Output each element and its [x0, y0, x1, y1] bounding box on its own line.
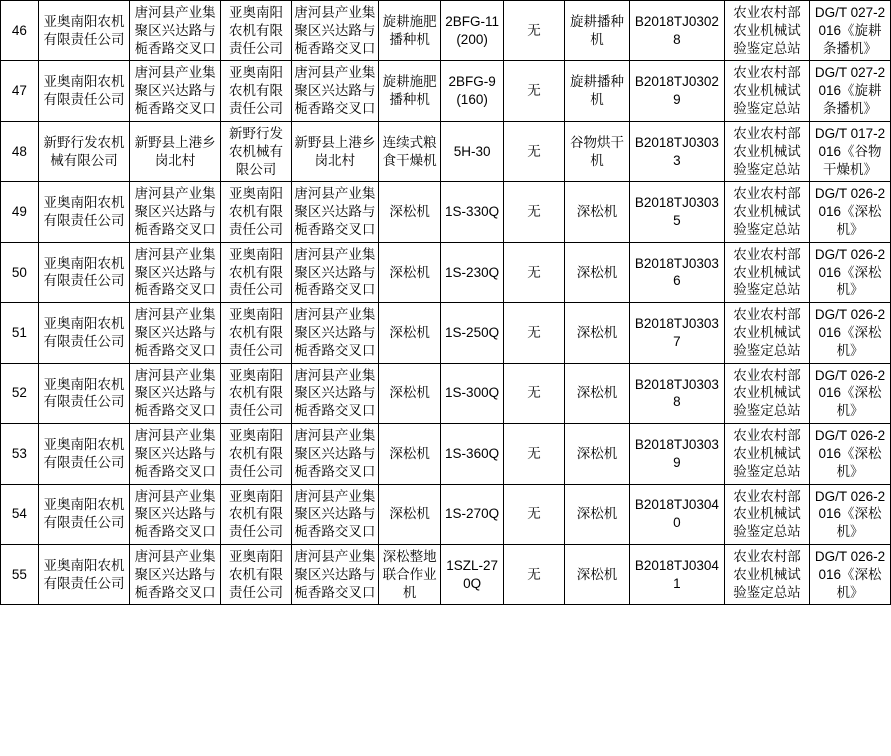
cell-extension: 无: [503, 61, 564, 121]
cell-category: 旋耕播种机: [565, 1, 630, 61]
cell-standard: DG/T 026-2016《深松机》: [810, 424, 891, 484]
cell-institution: 农业农村部农业机械试验鉴定总站: [725, 1, 810, 61]
table-row: [1, 61, 891, 121]
cell-index: 51: [1, 303, 39, 363]
cell-manufacturer-address: 唐河县产业集聚区兴达路与栀香路交叉口: [291, 544, 378, 604]
cell-model: 1S-360Q: [441, 424, 503, 484]
cell-standard: DG/T 026-2016《深松机》: [810, 363, 891, 423]
cell-product-name: 旋耕施肥播种机: [378, 1, 440, 61]
cell-manufacturer: 亚奥南阳农机有限责任公司: [221, 242, 292, 302]
cell-standard: DG/T 026-2016《深松机》: [810, 242, 891, 302]
cell-code: B2018TJ03041: [629, 544, 724, 604]
cell-applicant-address: 唐河县产业集聚区兴达路与栀香路交叉口: [130, 182, 221, 242]
cell-index: 50: [1, 242, 39, 302]
cell-code: B2018TJ03035: [629, 182, 724, 242]
cell-category: 深松机: [565, 484, 630, 544]
cell-index: 52: [1, 363, 39, 423]
cell-manufacturer: 新野行发农机械有限公司: [221, 121, 292, 181]
cell-extension: 无: [503, 1, 564, 61]
cell-manufacturer: 亚奥南阳农机有限责任公司: [221, 182, 292, 242]
cell-applicant: 亚奥南阳农机有限责任公司: [38, 363, 129, 423]
cell-institution: 农业农村部农业机械试验鉴定总站: [725, 242, 810, 302]
cell-applicant-address: 唐河县产业集聚区兴达路与栀香路交叉口: [130, 303, 221, 363]
cell-index: 54: [1, 484, 39, 544]
cell-product-name: 深松整地联合作业机: [378, 544, 440, 604]
cell-institution: 农业农村部农业机械试验鉴定总站: [725, 424, 810, 484]
cell-extension: 无: [503, 424, 564, 484]
cell-model: 1S-250Q: [441, 303, 503, 363]
cell-extension: 无: [503, 544, 564, 604]
cell-code: B2018TJ03028: [629, 1, 724, 61]
table-row: [1, 544, 891, 604]
cell-manufacturer-address: 新野县上港乡岗北村: [291, 121, 378, 181]
cell-product-name: 深松机: [378, 182, 440, 242]
cell-index: 48: [1, 121, 39, 181]
cell-product-name: 深松机: [378, 484, 440, 544]
cell-product-name: 深松机: [378, 424, 440, 484]
cell-category: 谷物烘干机: [565, 121, 630, 181]
cell-category: 深松机: [565, 182, 630, 242]
cell-index: 55: [1, 544, 39, 604]
table-body: [1, 1, 891, 605]
cell-applicant-address: 唐河县产业集聚区兴达路与栀香路交叉口: [130, 424, 221, 484]
cell-standard: DG/T 017-2016《谷物干燥机》: [810, 121, 891, 181]
cell-manufacturer: 亚奥南阳农机有限责任公司: [221, 363, 292, 423]
table-row: [1, 484, 891, 544]
cell-extension: 无: [503, 182, 564, 242]
cell-extension: 无: [503, 303, 564, 363]
cell-manufacturer: 亚奥南阳农机有限责任公司: [221, 61, 292, 121]
cell-applicant: 新野行发农机械有限公司: [38, 121, 129, 181]
cell-institution: 农业农村部农业机械试验鉴定总站: [725, 61, 810, 121]
cell-institution: 农业农村部农业机械试验鉴定总站: [725, 484, 810, 544]
table-row: [1, 363, 891, 423]
cell-model: 1S-300Q: [441, 363, 503, 423]
cell-applicant-address: 新野县上港乡岗北村: [130, 121, 221, 181]
cell-product-name: 深松机: [378, 303, 440, 363]
cell-model: 1S-270Q: [441, 484, 503, 544]
cell-category: 深松机: [565, 544, 630, 604]
cell-index: 46: [1, 1, 39, 61]
cell-category: 深松机: [565, 242, 630, 302]
cell-index: 49: [1, 182, 39, 242]
cell-model: 5H-30: [441, 121, 503, 181]
cell-category: 深松机: [565, 363, 630, 423]
cell-extension: 无: [503, 121, 564, 181]
cell-applicant-address: 唐河县产业集聚区兴达路与栀香路交叉口: [130, 484, 221, 544]
cell-manufacturer: 亚奥南阳农机有限责任公司: [221, 544, 292, 604]
cell-extension: 无: [503, 363, 564, 423]
cell-manufacturer: 亚奥南阳农机有限责任公司: [221, 1, 292, 61]
cell-code: B2018TJ03036: [629, 242, 724, 302]
cell-applicant-address: 唐河县产业集聚区兴达路与栀香路交叉口: [130, 1, 221, 61]
cell-manufacturer: 亚奥南阳农机有限责任公司: [221, 484, 292, 544]
cell-institution: 农业农村部农业机械试验鉴定总站: [725, 544, 810, 604]
table-row: [1, 1, 891, 61]
cell-code: B2018TJ03037: [629, 303, 724, 363]
cell-product-name: 连续式粮食干燥机: [378, 121, 440, 181]
cell-applicant-address: 唐河县产业集聚区兴达路与栀香路交叉口: [130, 242, 221, 302]
table-row: [1, 182, 891, 242]
cell-applicant: 亚奥南阳农机有限责任公司: [38, 242, 129, 302]
cell-manufacturer-address: 唐河县产业集聚区兴达路与栀香路交叉口: [291, 424, 378, 484]
cell-standard: DG/T 026-2016《深松机》: [810, 544, 891, 604]
cell-manufacturer-address: 唐河县产业集聚区兴达路与栀香路交叉口: [291, 242, 378, 302]
cell-applicant-address: 唐河县产业集聚区兴达路与栀香路交叉口: [130, 363, 221, 423]
cell-category: 深松机: [565, 303, 630, 363]
cell-category: 深松机: [565, 424, 630, 484]
cell-model: 1SZL-270Q: [441, 544, 503, 604]
cell-manufacturer: 亚奥南阳农机有限责任公司: [221, 424, 292, 484]
cell-code: B2018TJ03029: [629, 61, 724, 121]
cell-model: 2BFG-9(160): [441, 61, 503, 121]
cell-category: 旋耕播种机: [565, 61, 630, 121]
cell-index: 53: [1, 424, 39, 484]
cell-manufacturer-address: 唐河县产业集聚区兴达路与栀香路交叉口: [291, 484, 378, 544]
cell-index: 47: [1, 61, 39, 121]
cell-code: B2018TJ03033: [629, 121, 724, 181]
cell-manufacturer-address: 唐河县产业集聚区兴达路与栀香路交叉口: [291, 303, 378, 363]
cell-applicant: 亚奥南阳农机有限责任公司: [38, 61, 129, 121]
cell-standard: DG/T 026-2016《深松机》: [810, 303, 891, 363]
table-row: [1, 121, 891, 181]
table-row: [1, 242, 891, 302]
cell-applicant: 亚奥南阳农机有限责任公司: [38, 424, 129, 484]
cell-product-name: 旋耕施肥播种机: [378, 61, 440, 121]
cell-standard: DG/T 026-2016《深松机》: [810, 182, 891, 242]
cell-applicant: 亚奥南阳农机有限责任公司: [38, 182, 129, 242]
cell-applicant-address: 唐河县产业集聚区兴达路与栀香路交叉口: [130, 544, 221, 604]
cell-model: 1S-330Q: [441, 182, 503, 242]
cell-applicant: 亚奥南阳农机有限责任公司: [38, 303, 129, 363]
cell-applicant: 亚奥南阳农机有限责任公司: [38, 1, 129, 61]
cell-manufacturer-address: 唐河县产业集聚区兴达路与栀香路交叉口: [291, 1, 378, 61]
table-row: [1, 424, 891, 484]
cell-institution: 农业农村部农业机械试验鉴定总站: [725, 303, 810, 363]
cell-manufacturer: 亚奥南阳农机有限责任公司: [221, 303, 292, 363]
cell-manufacturer-address: 唐河县产业集聚区兴达路与栀香路交叉口: [291, 61, 378, 121]
cell-code: B2018TJ03039: [629, 424, 724, 484]
cell-manufacturer-address: 唐河县产业集聚区兴达路与栀香路交叉口: [291, 182, 378, 242]
cell-applicant-address: 唐河县产业集聚区兴达路与栀香路交叉口: [130, 61, 221, 121]
cell-model: 1S-230Q: [441, 242, 503, 302]
cell-institution: 农业农村部农业机械试验鉴定总站: [725, 121, 810, 181]
cell-standard: DG/T 026-2016《深松机》: [810, 484, 891, 544]
cell-manufacturer-address: 唐河县产业集聚区兴达路与栀香路交叉口: [291, 363, 378, 423]
cell-standard: DG/T 027-2016《旋耕条播机》: [810, 1, 891, 61]
cell-extension: 无: [503, 484, 564, 544]
cell-extension: 无: [503, 242, 564, 302]
cell-code: B2018TJ03040: [629, 484, 724, 544]
cell-model: 2BFG-11(200): [441, 1, 503, 61]
cell-applicant: 亚奥南阳农机有限责任公司: [38, 544, 129, 604]
cell-standard: DG/T 027-2016《旋耕条播机》: [810, 61, 891, 121]
cell-institution: 农业农村部农业机械试验鉴定总站: [725, 363, 810, 423]
cell-applicant: 亚奥南阳农机有限责任公司: [38, 484, 129, 544]
cell-code: B2018TJ03038: [629, 363, 724, 423]
table-row: [1, 303, 891, 363]
cell-product-name: 深松机: [378, 363, 440, 423]
cell-product-name: 深松机: [378, 242, 440, 302]
cell-institution: 农业农村部农业机械试验鉴定总站: [725, 182, 810, 242]
